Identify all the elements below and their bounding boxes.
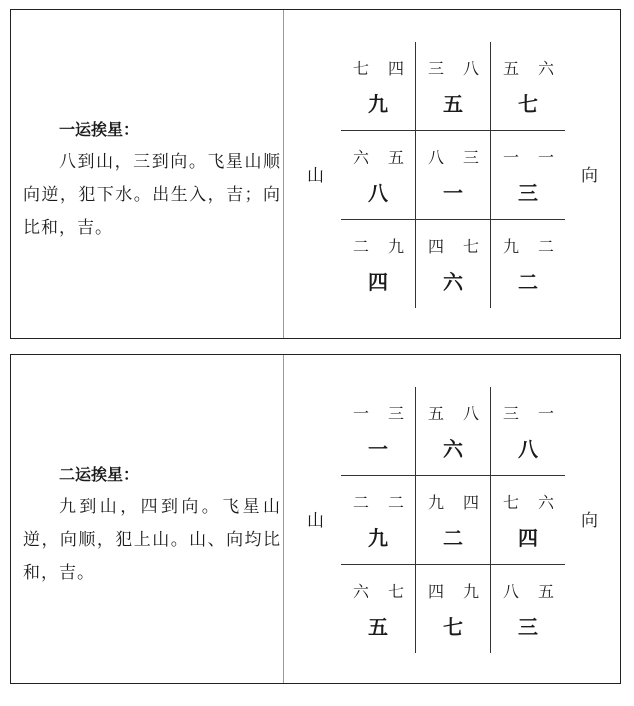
base-star: 六 (443, 437, 463, 461)
facing-star: 一 (537, 148, 554, 167)
mountain-star: 四 (427, 582, 444, 601)
facing-star: 四 (387, 59, 404, 78)
facing-star: 二 (537, 237, 554, 256)
mountain-star: 五 (427, 404, 444, 423)
grid-cell (341, 387, 415, 475)
facing-star: 六 (537, 59, 554, 78)
mountain-star: 九 (502, 237, 519, 256)
grid-cell (416, 42, 490, 130)
mountain-star: 八 (427, 148, 444, 167)
mountain-star: 九 (427, 493, 444, 512)
grid-cell (341, 565, 415, 653)
facing-star: 一 (537, 404, 554, 423)
mountain-side-label: 山 (307, 511, 324, 531)
base-star: 一 (368, 437, 388, 461)
panel-heading: 一运挨星： (59, 120, 140, 139)
grid-cell (491, 476, 565, 564)
base-star: 一 (443, 181, 463, 205)
mountain-star: 五 (502, 59, 519, 78)
mountain-side-label: 山 (307, 166, 324, 186)
base-star: 三 (518, 615, 538, 639)
mountain-star: 六 (352, 582, 369, 601)
mountain-star: 六 (352, 148, 369, 167)
mountain-star: 一 (502, 148, 519, 167)
grid-cell (341, 476, 415, 564)
facing-star: 五 (387, 148, 404, 167)
mountain-star: 一 (352, 404, 369, 423)
base-star: 二 (443, 526, 463, 550)
chart-panel-period-1 (10, 9, 621, 339)
base-star: 七 (518, 92, 538, 116)
mountain-star: 七 (352, 59, 369, 78)
base-star: 三 (518, 181, 538, 205)
base-star: 五 (368, 615, 388, 639)
base-star: 八 (368, 181, 388, 205)
mountain-star: 三 (427, 59, 444, 78)
grid-cell (491, 387, 565, 475)
facing-star: 七 (462, 237, 479, 256)
base-star: 五 (443, 92, 463, 116)
facing-star: 五 (537, 582, 554, 601)
grid-cell (416, 220, 490, 308)
base-star: 六 (443, 270, 463, 294)
explanation-text (23, 458, 281, 590)
base-star: 八 (518, 437, 538, 461)
grid-cell (491, 42, 565, 130)
flying-star-grid (341, 42, 565, 308)
grid-cell (416, 476, 490, 564)
base-star: 七 (443, 615, 463, 639)
facing-star: 三 (462, 148, 479, 167)
grid-cell (491, 565, 565, 653)
panel-description: 八到山，三到向。飞星山顺向逆，犯下水。出生入，吉；向比和，吉。 (23, 152, 281, 238)
facing-side-label: 向 (581, 166, 598, 186)
facing-star: 四 (462, 493, 479, 512)
mountain-star: 三 (502, 404, 519, 423)
grid-cell (416, 565, 490, 653)
base-star: 四 (518, 526, 538, 550)
flying-star-grid (341, 387, 565, 653)
mountain-star: 二 (352, 493, 369, 512)
facing-star: 七 (387, 582, 404, 601)
facing-star: 九 (462, 582, 479, 601)
mountain-star: 七 (502, 493, 519, 512)
facing-star: 二 (387, 493, 404, 512)
grid-cell (416, 131, 490, 219)
facing-star: 九 (387, 237, 404, 256)
facing-star: 八 (462, 59, 479, 78)
facing-side-label: 向 (581, 511, 598, 531)
grid-cell (341, 220, 415, 308)
grid-cell (341, 131, 415, 219)
panel-heading: 二运挨星： (59, 465, 140, 484)
explanation-text (23, 113, 281, 245)
mountain-star: 四 (427, 237, 444, 256)
facing-star: 六 (537, 493, 554, 512)
facing-star: 八 (462, 404, 479, 423)
mountain-star: 八 (502, 582, 519, 601)
base-star: 九 (368, 526, 388, 550)
grid-cell (341, 42, 415, 130)
base-star: 二 (518, 270, 538, 294)
base-star: 九 (368, 92, 388, 116)
grid-cell (491, 131, 565, 219)
panel-divider (283, 10, 284, 338)
grid-cell (416, 387, 490, 475)
mountain-star: 二 (352, 237, 369, 256)
chart-panel-period-2 (10, 354, 621, 684)
panel-description: 九到山，四到向。飞星山逆，向顺，犯上山。山、向均比和，吉。 (23, 497, 281, 583)
base-star: 四 (368, 270, 388, 294)
facing-star: 三 (387, 404, 404, 423)
panel-divider (283, 355, 284, 683)
grid-cell (491, 220, 565, 308)
